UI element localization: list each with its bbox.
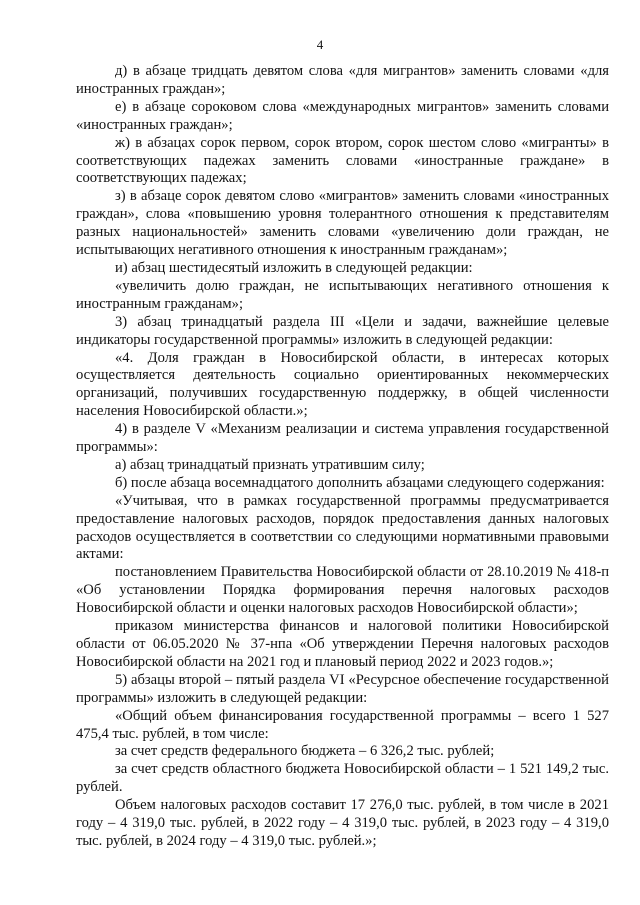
paragraph: 5) абзацы второй – пятый раздела VI «Ресурсное обеспечение государственной программы» изложить в следующей редакции: (76, 671, 609, 706)
paragraph: постановлением Правительства Новосибирской области от 28.10.2019 № 418-п «Об установлении Порядка формирования перечня налоговых расходов Новосибирской области и оценки налоговых расходов Новосибирской области»; (76, 564, 609, 617)
paragraph: Объем налоговых расходов составит 17 276,0 тыс. рублей, в том числе в 2021 году – 4 319,0 тыс. рублей, в 2022 году – 4 319,0 тыс. рублей, в 2023 году – 4 319,0 тыс. рублей, в 2024 году – 4 319,0 тыс. рублей.»; (76, 797, 609, 849)
paragraph: за счет средств областного бюджета Новосибирской области – 1 521 149,2 тыс. рублей. (76, 761, 609, 796)
paragraph: 3) абзац тринадцатый раздела III «Цели и задачи, важнейшие целевые индикаторы государственной программы» изложить в следующей редакции: (76, 313, 609, 348)
paragraph: ж) в абзацах сорок первом, сорок втором, сорок шестом слово «мигранты» в соответствующих падежах заменить словами «иностранные граждане» в соответствующих падежах; (76, 134, 609, 187)
paragraph: е) в абзаце сороковом слова «международных мигрантов» заменить словами «иностранных граждан»; (76, 98, 609, 133)
paragraph: а) абзац тринадцатый признать утратившим силу; (115, 456, 425, 473)
paragraph: б) после абзаца восемнадцатого дополнить абзацами следующего содержания: (115, 474, 605, 491)
document-body (76, 63, 609, 851)
paragraph: «увеличить долю граждан, не испытывающих негативного отношения к иностранным гражданам»; (76, 277, 609, 312)
paragraph: «Общий объем финансирования государственной программы – всего 1 527 475,4 тыс. рублей, в том числе: (76, 707, 609, 742)
paragraph: д) в абзаце тридцать девятом слова «для мигрантов» заменить словами «для иностранных граждан»; (76, 63, 609, 97)
paragraph: «4. Доля граждан в Новосибирской области, в интересах которых осуществляется деятельность социально ориентированных некоммерческих организаций, получивших государственную поддержку, в общей численности населения Новосибирской области.»; (76, 349, 609, 420)
paragraph: з) в абзаце сорок девятом слово «мигрантов» заменить словами «иностранных граждан», слова «повышению уровня толерантного отношения к представителям разных национальностей» заменить словами «увеличению доли граждан, не испытывающих негативного отношения к иностранным гражданам»; (76, 188, 609, 259)
paragraph: и) абзац шестидесятый изложить в следующей редакции: (115, 259, 473, 276)
paragraph: за счет средств федерального бюджета – 6 326,2 тыс. рублей; (115, 743, 495, 760)
page-number: 4 (316, 37, 324, 52)
paragraph: «Учитывая, что в рамках государственной программы предусматривается предоставление налоговых расходов, порядок предоставления данных налоговых расходов осуществляется в соответствии со следующими нормативными правовыми актами: (76, 492, 609, 563)
paragraph: 4) в разделе V «Механизм реализации и система управления государственной программы»: (76, 421, 609, 456)
paragraph: приказом министерства финансов и налоговой политики Новосибирской области от 06.05.2020 № 37-нпа «Об утверждении Перечня налоговых расходов Новосибирской области на 2021 год и плановый период 2022 и 2023 годов.»; (76, 618, 609, 670)
